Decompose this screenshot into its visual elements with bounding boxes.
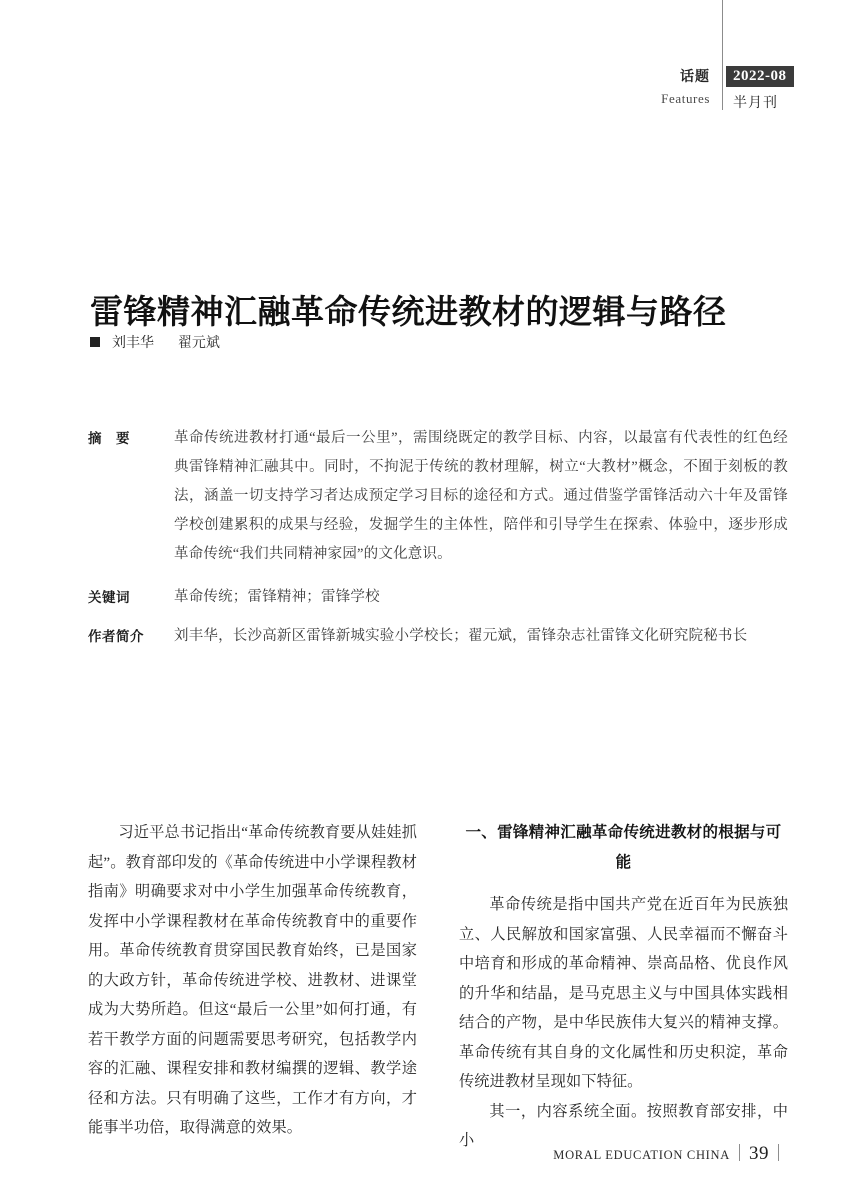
article-metadata — [88, 424, 788, 665]
author-names — [112, 332, 240, 352]
square-bullet-icon — [90, 337, 100, 347]
abstract-text: 革命传统进教材打通“最后一公里”，需围绕既定的教学目标、内容，以最富有代表性的红色经典雷锋精神汇融其中。同时，不拘泥于传统的教材理解，树立“大教材”概念，不囿于刻板的教法，涵盖一切支持学习者达成预定学习目标的途径和方式。通过借鉴学雷锋活动六十年及雷锋学校创建累积的成果与经验，发掘学生的主体性，陪伴和引导学生在探索、体验中，逐步形成革命传统“我们共同精神家园”的文化意识。 — [174, 430, 788, 562]
author-bio-text: 刘丰华，长沙高新区雷锋新城实验小学校长；翟元斌，雷锋杂志社雷锋文化研究院秘书长 — [174, 628, 748, 644]
section-heading: 一、雷锋精神汇融革命传统进教材的根据与可能 — [465, 824, 782, 871]
body-paragraph: 习近平总书记指出“革命传统教育要从娃娃抓起”。教育部印发的《革命传统进中小学课程教材指南》明确要求对中小学生加强革命传统教育，发挥中小学课程教材在革命传统教育中的重要作用。革命传统教育贯穿国民教育始终，已是国家的大政方针，革命传统进学校、进教材、进课堂成为大势所趋。但这“最后一公里”如何打通，有若干教学方面的问题需要思考研究，包括教学内容的汇融、课程安排和教材编撰的逻辑、教学途径和方法。只有明确了这些，工作才有方向，才能事半功倍，取得满意的效果。 — [88, 824, 417, 1136]
body-column-left — [88, 818, 417, 1136]
keywords-row — [88, 583, 788, 612]
footer-journal-name: MORAL EDUCATION CHINA — [553, 1148, 730, 1162]
abstract-label: 摘 要 — [88, 431, 130, 446]
keywords-text: 革命传统；雷锋精神；雷锋学校 — [174, 589, 380, 605]
footer-divider — [778, 1144, 779, 1161]
header-topic-group — [620, 66, 710, 109]
author-name: 刘丰华 — [112, 334, 154, 350]
keywords-label: 关键词 — [88, 590, 130, 605]
author-bio-label: 作者简介 — [88, 629, 144, 644]
page-footer — [88, 1142, 788, 1165]
issue-badge: 2022-08 — [726, 66, 794, 87]
header-divider-rule — [722, 0, 723, 110]
body-paragraph: 革命传统是指中国共产党在近百年为民族独立、人民解放和国家富强、人民幸福而不懈奋斗中培育和形成的革命精神、崇高品格、优良作风的升华和结晶，是马克思主义与中国具体实践相结合的产物，是中华民族伟大复兴的精神支撑。革命传统有其自身的文化属性和历史积淀，革命传统进教材呈现如下特征。 — [459, 896, 788, 1090]
header-issue-group — [726, 66, 836, 112]
page-number: 39 — [749, 1143, 769, 1164]
byline — [90, 332, 790, 352]
author-bio-row — [88, 622, 788, 651]
article-title: 雷锋精神汇融革命传统进教材的逻辑与路径 — [90, 293, 727, 331]
header-topic-en: Features — [661, 91, 710, 106]
header-topic-cn: 话题 — [680, 68, 710, 84]
body-column-right — [459, 818, 788, 1149]
body-columns — [88, 818, 788, 1149]
running-head — [0, 0, 860, 130]
body-paragraph: 其一，内容系统全面。按照教育部安排，中小 — [459, 1102, 788, 1149]
abstract-row — [88, 424, 788, 569]
issue-frequency: 半月刊 — [733, 94, 778, 110]
footer-divider — [739, 1144, 740, 1161]
author-name: 翟元斌 — [177, 334, 220, 350]
